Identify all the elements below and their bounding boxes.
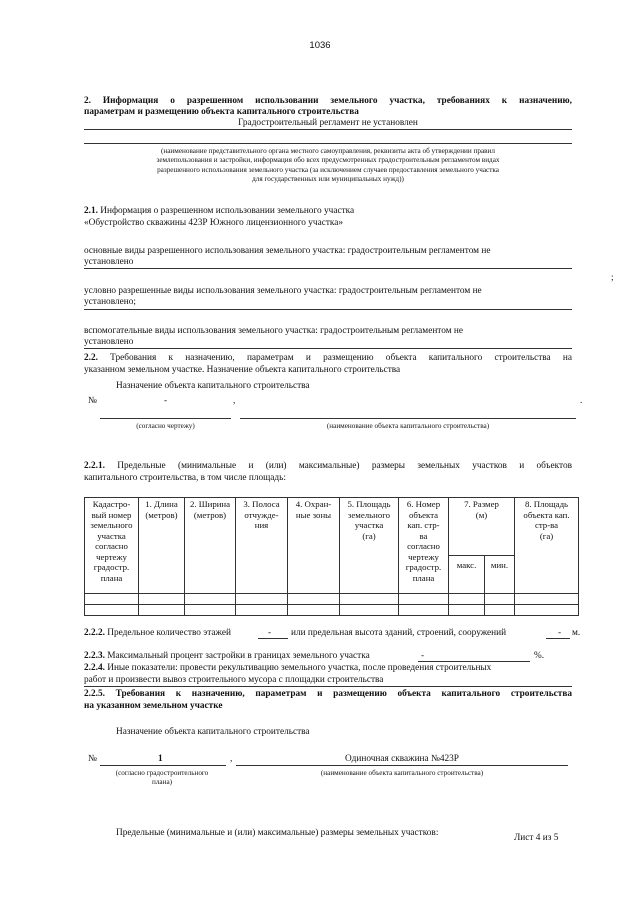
cap-plan-line: плана) <box>151 778 173 787</box>
header-text: участка <box>97 530 126 541</box>
header-text: 3. Полоса <box>243 499 280 509</box>
header-text: ва <box>419 530 428 541</box>
s22-purpose: Назначение объекта капитального строительства <box>116 381 310 391</box>
header-text: плана <box>412 572 435 583</box>
s225-name-underline <box>236 765 568 766</box>
header-text: ные зоны <box>295 509 332 520</box>
s225-cap-object-name: (наименование объекта капитального строительства) <box>320 769 484 777</box>
s225-comma: , <box>230 754 233 764</box>
sheet-counter: Лист 4 из 5 <box>514 833 559 843</box>
table-row <box>85 605 579 616</box>
header-text: объекта <box>408 509 439 520</box>
cap-drawing: (согласно чертежу) <box>136 422 195 430</box>
s223-label <box>84 651 370 663</box>
aux-use-line2: установлено <box>84 337 134 347</box>
col-size-min: мин. <box>485 556 515 594</box>
caption-line: землепользования и застройки, информация обо всех предусмотренных градостроительным регламентом видах <box>156 156 500 165</box>
header-text: 2. Ширина <box>189 499 231 509</box>
header-text: (га) <box>362 530 376 541</box>
s223-number: 2.2.3. <box>84 651 105 661</box>
caption-top-rule <box>84 143 572 144</box>
s225-no-underline <box>100 765 226 766</box>
s225-line1: 2.2.5. Требования к назначению, параметрам и размещению объекта капитального строительства <box>84 689 572 699</box>
s221-line1 <box>84 461 572 473</box>
main-use-line2: установлено <box>84 257 134 267</box>
cap-plan-line: (согласно градостроительного <box>115 769 209 777</box>
s225-line2: на указанном земельном участке <box>84 701 223 711</box>
s222-height-underline <box>546 638 570 639</box>
aux-use-underline <box>84 348 572 349</box>
s221-line1-text: Предельные (минимальные и (или) максимальные) размеры земельных участков и объектов <box>104 461 572 471</box>
s224-underline <box>84 686 572 687</box>
header-text: отчужде- <box>244 509 279 520</box>
table-row <box>85 594 579 605</box>
header-text: (м) <box>475 509 488 520</box>
s223-unit: %. <box>534 651 545 661</box>
header-text: земельного <box>90 520 133 530</box>
s223-underline <box>418 661 530 662</box>
s224-number: 2.2.4. <box>84 663 105 673</box>
col-strip <box>236 498 288 594</box>
col-plot-area <box>340 498 399 594</box>
col-size-max: макс. <box>449 556 485 594</box>
header-text: плана <box>100 572 123 583</box>
header-text: 4. Охран- <box>295 499 332 509</box>
cond-use-line2: установлено; <box>84 297 136 307</box>
s224-line1 <box>84 663 491 675</box>
col-width <box>185 498 236 594</box>
section2-heading-line2: параметрам и размещению объекта капитального строительства <box>84 107 359 117</box>
reglament-underline <box>84 129 572 130</box>
s22-name-underline <box>240 418 576 419</box>
header-text: стр-ва <box>534 520 559 530</box>
header-text: 5. Площадь <box>347 499 391 509</box>
header-text: согласно <box>95 541 128 551</box>
s21-object: «Обустройство скважины 423Р Южного лицензионного участка» <box>84 218 344 228</box>
cond-use-underline <box>84 309 572 310</box>
header-text: объекта кап. <box>523 509 570 520</box>
section2-caption <box>84 147 572 185</box>
s22-line1-text: Требования к назначению, параметрам и размещению объекта капитального строительства на <box>97 353 572 363</box>
header-text: (метров) <box>193 509 227 520</box>
header-text: 6. Номер <box>406 499 441 509</box>
s21-title-text: Информация о разрешенном использовании земельного участка <box>97 206 355 216</box>
header-text: земельного <box>347 509 391 520</box>
col-object-number <box>399 498 449 594</box>
s222-floors-value: - <box>268 628 272 638</box>
header-text: 1. Длина <box>145 499 178 509</box>
header-text: участка <box>354 520 384 530</box>
main-use-line1: основные виды разрешенного использования земельного участка: градостроительным регламентом не <box>84 246 491 256</box>
s22-no-dash: - <box>164 396 168 406</box>
col-object-area <box>515 498 579 594</box>
cap-object-name: (наименование объекта капитального строительства) <box>326 422 490 430</box>
s223-text: Максимальный процент застройки в границах земельного участка <box>104 651 370 661</box>
header-text: (га) <box>539 530 554 541</box>
header-text: кап. стр- <box>407 520 440 530</box>
header-text: (метров) <box>145 509 178 520</box>
s22-line1 <box>84 353 572 365</box>
header-text: 8. Площадь <box>524 499 569 509</box>
s222-number: 2.2.2. <box>84 628 105 638</box>
cap-plan <box>92 769 232 788</box>
s22-number: 2.2. <box>84 353 98 363</box>
s225-no-label: № <box>88 754 97 764</box>
header-text: вый номер <box>91 509 132 520</box>
page-number: 1036 <box>309 40 331 51</box>
s22-comma: , <box>233 396 236 406</box>
col-size <box>449 498 515 556</box>
s225-object-name: Одиночная скважина №423Р <box>345 754 459 764</box>
s21-title <box>84 206 354 218</box>
s225-no-value: 1 <box>158 754 163 764</box>
stray-semicolon: ; <box>611 273 614 283</box>
s225-purpose: Назначение объекта капитального строительства <box>116 727 310 737</box>
s22-no-label: № <box>88 396 97 406</box>
header-text: градостр. <box>93 562 130 572</box>
aux-use-line1: вспомогательные виды использования земельного участка: градостроительным регламентом не <box>84 326 464 336</box>
caption-line: разрешенного использования земельного участка (за исключением случаев предоставления земельного участка <box>157 165 499 174</box>
s21-number: 2.1. <box>84 206 98 216</box>
s222-mid-text: или предельная высота зданий, строений, сооружений <box>291 628 507 638</box>
s22-period: . <box>580 396 583 406</box>
footer-text: Предельные (минимальные и (или) максимальные) размеры земельных участков: <box>116 828 439 838</box>
s222-unit: м. <box>572 628 581 638</box>
caption-line: (наименование представительного органа местного самоуправления, реквизиты акта об утверждении правил <box>161 147 495 155</box>
col-protect-zones <box>288 498 340 594</box>
header-text: 7. Размер <box>464 499 499 509</box>
s222-floors-underline <box>258 638 288 639</box>
s22-no-underline <box>100 418 231 419</box>
s221-line2: капитального строительства, в том числе площадь: <box>84 473 286 483</box>
s22-line2: указанном земельном участке. Назначение объекта капитального строительства <box>84 365 401 375</box>
col-length <box>139 498 185 594</box>
s222-height-value: - <box>558 628 562 638</box>
parameters-table <box>84 497 579 616</box>
header-text: градостр. <box>405 562 442 572</box>
s224-line1-text: Иные показатели: провести рекультивацию земельного участка, после проведения строительных <box>104 663 492 673</box>
caption-line: для государственных или муниципальных нужд)) <box>252 175 404 184</box>
header-text: согласно <box>407 541 440 551</box>
s222-text: Предельное количество этажей <box>104 628 231 638</box>
col-cadastral <box>85 498 139 594</box>
cond-use-line1: условно разрешенные виды использования земельного участка: градостроительным регламентом не <box>84 286 482 296</box>
s222-label <box>84 628 231 640</box>
s223-value: - <box>421 651 425 661</box>
main-use-underline <box>84 268 572 269</box>
header-text: чертежу <box>96 551 127 562</box>
s221-number: 2.2.1. <box>84 461 105 471</box>
table-header-row <box>85 498 579 556</box>
section2-heading-line1: 2. Информация о разрешенном использовании земельного участка, требованиях к назначению, <box>84 96 572 106</box>
header-text: чертежу <box>408 551 439 562</box>
header-text: ния <box>254 520 269 530</box>
header-text: Кадастро- <box>92 499 131 509</box>
reglament-value: Градостроительный регламент не установлен <box>238 118 418 128</box>
s224-line2: работ и произвести вывоз строительного мусора с площадки строительства <box>84 675 384 685</box>
